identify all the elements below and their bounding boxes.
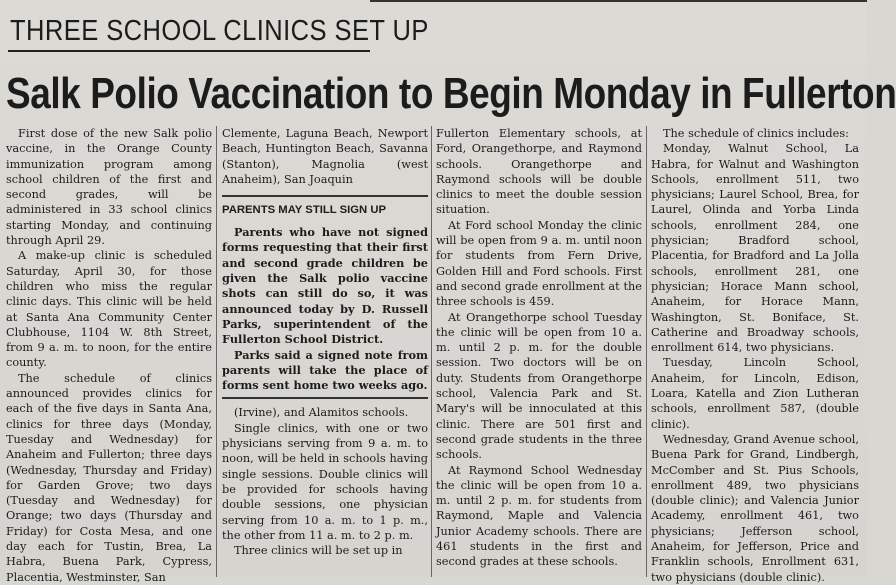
paragraph: Fullerton Elementary schools, at Ford, Orangethorpe, and Raymond schools. Orangethorpe and Raymond schools will be double clinics to meet the double session situation. (436, 127, 642, 217)
article-column-1 (6, 126, 212, 584)
paragraph: Three clinics will be set up in (234, 544, 403, 558)
article-column-3 (436, 126, 642, 577)
paragraph: Wednesday, Grand Avenue school, Buena Park for Grand, Lindbergh, McComber and St. Pius Schools, enrollment 489, two physicians (double clinic); and Valencia Junior Academy, enrollment 461, two physicians; Jefferson school, Anaheim, for Jefferson, Price and Franklin schools, Enrollment 631, two physicians (double clinic). (651, 432, 859, 584)
paragraph: First dose of the new Salk polio vaccine, in the Orange County immunization program among school children of the first and second grades, will be administered in 33 school clinics starting Monday, and continuing through April 29. (6, 127, 212, 248)
main-headline: Salk Polio Vaccination to Begin Monday in Fullerton (6, 69, 896, 118)
column-divider (216, 126, 217, 577)
paragraph: Single clinics, with one or two physicians serving from 9 a. m. to noon, will be held in schools having single sessions. Double clinics will be provided for schools having double sessions, one physician serving from 10 a. m. to 1 p. m., the other from 11 a. m. to 2 p. m. (222, 421, 428, 542)
kicker-headline: THREE SCHOOL CLINICS SET UP (10, 15, 429, 47)
paragraph: At Raymond School Wednesday the clinic will be open from 10 a. m. until 2 p. m. for students from Raymond, Maple and Valencia Junior Academy schools. There are 461 students in the first and second grades at these schools. (436, 463, 642, 569)
article-column-4 (651, 126, 859, 584)
box-title: PARENTS MAY STILL SIGN UP (222, 204, 387, 217)
column-divider (646, 126, 647, 577)
paragraph: A make-up clinic is scheduled Saturday, April 30, for those children who miss the regular clinic days. This clinic will be held at Santa Ana Community Center Clubhouse, 1104 W. 8th Street, from 9 a. m. to noon, for the entire county. (6, 249, 212, 370)
paragraph: Monday, Walnut School, La Habra, for Walnut and Washington Schools, enrollment 511, two physicians; Laurel School, Brea, for Laurel, Olinda and Yorba Linda schools, enrollment 284, one physician; Bradford school, Placentia, for Bradford and La Jolla schools, enrollment 281, one physician; Horace Mann school, Anaheim, for Horace Mann, Washington, St. Boniface, St. Catherine and Broadway schools, enrollment 614, two physicians. (651, 142, 859, 355)
kicker-underline (8, 50, 370, 52)
box-paragraph: Parks said a signed note from parents will take the place of forms sent home two weeks ago. (222, 347, 428, 393)
paragraph: At Orangethorpe school Tuesday the clinic will be open from 10 a. m. until 2 p. m. for the double session. Two doctors will be on duty. Students from Orangethorpe school, Valencia Park and St. Mary's will be innoculated at this clinic. There are 501 first and second grade students in the three schools. (436, 310, 642, 462)
column-divider (431, 126, 432, 577)
paragraph: The schedule of clinics announced provides clinics for each of the five days in Santa Ana, clinics for three days (Monday, Tuesday and Wednesday) for Anaheim and Fullerton; three days (Wednesday, Thursday and Friday) for Garden Grove; two days (Tuesday and Wednesday) for Orange; two days (Thursday and Friday) for Costa Mesa, and one day each for Tustin, Brea, La Habra, Buena Park, Cypress, Placentia, Westminster, San (6, 371, 212, 584)
top-border-rule (370, 0, 867, 2)
paragraph: The schedule of clinics includes: (663, 127, 849, 140)
paragraph: Tuesday, Lincoln School, Anaheim, for Lincoln, Edison, Loara, Katella and Zion Lutheran schools, enrollment 587, (double clinic). (651, 356, 859, 431)
paragraph: (Irvine), and Alamitos schools. (234, 406, 409, 420)
paragraph: Clemente, Laguna Beach, Newport Beach, Huntington Beach, Savanna (Stanton), Magnolia (west Anaheim), San Joaquin (222, 127, 428, 186)
article-column-2 (222, 126, 428, 577)
sidebar-box (222, 195, 428, 399)
box-paragraph: Parents who have not signed forms requesting that their first and second grade children be given the Salk polio vaccine shots can still do so, it was announced today by D. Russell Parks, superintendent of the Fullerton School District. (222, 225, 428, 347)
paragraph: At Ford school Monday the clinic will be open from 9 a. m. until noon for students from Fern Drive, Golden Hill and Ford schools. First and second grade enrollment at the three schools is 459. (436, 218, 642, 309)
